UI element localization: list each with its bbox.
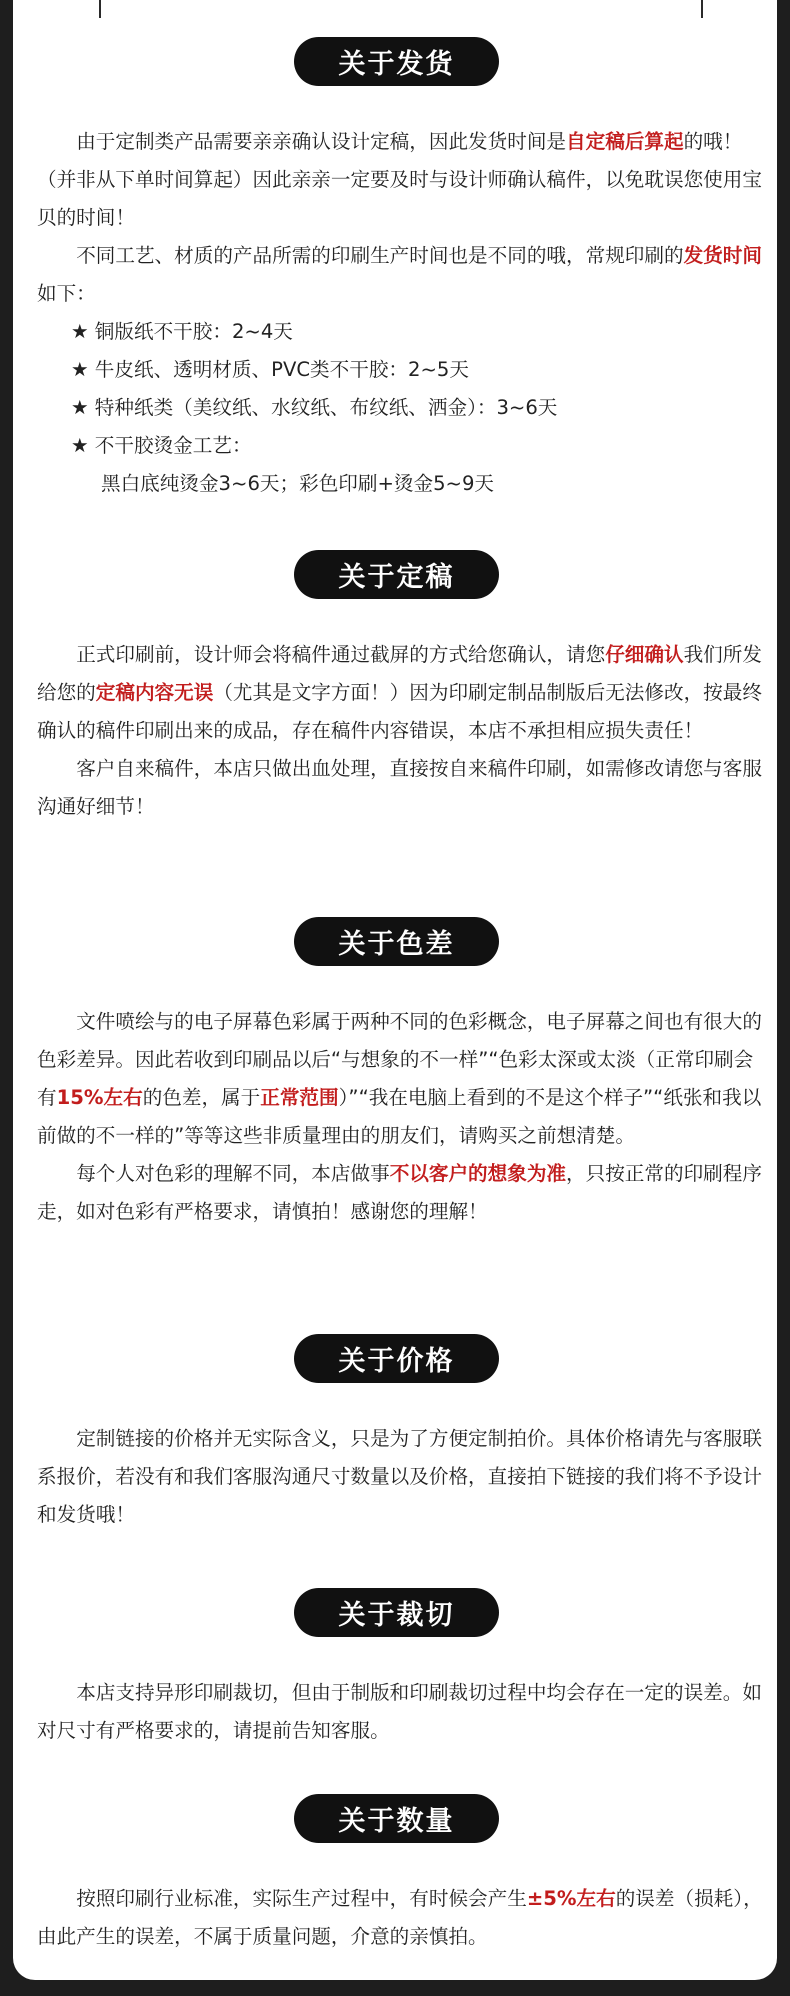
highlighted-text: 自定稿后算起 xyxy=(566,130,684,153)
color-paragraph-2 xyxy=(37,1155,767,1231)
section-body-color xyxy=(37,1003,767,1231)
paragraph-text: 文件喷绘与的电子屏幕色彩属于两种不同的色彩概念，电子屏幕之间也有很大的色彩差异。因此若收到印刷品以后“与想象的不一样”“色彩太深或太淡（正常印刷会有 xyxy=(37,1010,762,1109)
shipping-bullet-2: ★ 牛皮纸、透明材质、PVC类不干胶：2~5天 xyxy=(71,358,469,381)
paragraph-text: 正式印刷前，设计师会将稿件通过截屏的方式给您确认，请您 xyxy=(76,643,606,666)
paragraph-text: 的误差（损耗），由此产生的误差，不属于质量问题，介意的亲慎拍。 xyxy=(37,1887,763,1948)
paragraph-text: 按照印刷行业标准，实际生产过程中，有时候会产生 xyxy=(76,1887,527,1910)
highlighted-text: ±5%左右 xyxy=(526,1887,616,1910)
shipping-paragraph-1 xyxy=(37,123,767,237)
section-body-proof xyxy=(37,636,767,826)
paragraph-text: 的哦！（并非从下单时间算起）因此亲亲一定要及时与设计师确认稿件，以免耽误您使用宝贝的时间！ xyxy=(37,130,762,229)
section-title-cutting: 关于裁切 xyxy=(294,1588,499,1637)
section-title-color: 关于色差 xyxy=(294,917,499,966)
section-title-quantity: 关于数量 xyxy=(294,1794,499,1843)
highlighted-text: 仔细确认 xyxy=(605,643,684,666)
paragraph-text: 不同工艺、材质的产品所需的印刷生产时间也是不同的哦，常规印刷的 xyxy=(76,244,684,267)
decorative-line-right xyxy=(701,0,703,18)
paragraph-text: 客户自来稿件，本店只做出血处理，直接按自来稿件印刷，如需修改请您与客服沟通好细节！ xyxy=(37,757,762,818)
shipping-foil-times: 黑白底纯烫金3~6天；彩色印刷+烫金5~9天 xyxy=(101,472,495,495)
section-body-cutting xyxy=(37,1674,767,1750)
paragraph-text: 如下： xyxy=(37,282,96,305)
price-paragraph-1 xyxy=(37,1420,767,1534)
highlighted-text: 15%左右 xyxy=(56,1086,143,1109)
proof-paragraph-1 xyxy=(37,636,767,750)
color-paragraph-1 xyxy=(37,1003,767,1155)
paragraph-text: （尤其是文字方面！）因为印刷定制品制版后无法修改，按最终确认的稿件印刷出来的成品，存在稿件内容错误，本店不承担相应损失责任！ xyxy=(37,681,762,742)
paragraph-text: ）”“我在电脑上看到的不是这个样子”“纸张和我以前做的不一样的”等等这些非质量理由的朋友们，请购买之前想清楚。 xyxy=(37,1086,762,1147)
paragraph-text: 由于定制类产品需要亲亲确认设计定稿，因此发货时间是 xyxy=(76,130,567,153)
section-body-shipping xyxy=(37,123,767,503)
section-body-price xyxy=(37,1420,767,1534)
paragraph-text: 本店支持异形印刷裁切，但由于制版和印刷裁切过程中均会存在一定的误差。如对尺寸有严格要求的，请提前告知客服。 xyxy=(37,1681,762,1742)
decorative-line-left xyxy=(99,0,101,18)
section-title-shipping: 关于发货 xyxy=(294,37,499,86)
cutting-paragraph-1 xyxy=(37,1674,767,1750)
section-title-price: 关于价格 xyxy=(294,1334,499,1383)
paragraph-text: 我们所发给您的 xyxy=(37,643,762,704)
shipping-bullet-4: ★ 不干胶烫金工艺： xyxy=(71,434,252,457)
highlighted-text: 不以客户的想象为准 xyxy=(389,1162,567,1185)
quantity-paragraph-1 xyxy=(37,1880,767,1956)
paragraph-text: 每个人对色彩的理解不同，本店做事 xyxy=(76,1162,390,1185)
highlighted-text: 发货时间 xyxy=(683,244,762,267)
section-body-quantity xyxy=(37,1880,767,1956)
shipping-bullet-3: ★ 特种纸类（美纹纸、水纹纸、布纹纸、洒金）：3~6天 xyxy=(71,396,558,419)
proof-paragraph-2 xyxy=(37,750,767,826)
highlighted-text: 定稿内容无误 xyxy=(95,681,214,704)
section-title-proof: 关于定稿 xyxy=(294,550,499,599)
shipping-paragraph-2 xyxy=(37,237,767,313)
paragraph-text: ，只按正常的印刷程序走，如对色彩有严格要求，请慎拍！感谢您的理解！ xyxy=(37,1162,762,1223)
highlighted-text: 正常范围 xyxy=(260,1086,339,1109)
shipping-bullet-1: ★ 铜版纸不干胶：2~4天 xyxy=(71,320,293,343)
paragraph-text: 的色差，属于 xyxy=(142,1086,261,1109)
info-card xyxy=(13,0,777,1980)
paragraph-text: 定制链接的价格并无实际含义，只是为了方便定制拍价。具体价格请先与客服联系报价，若没有和我们客服沟通尺寸数量以及价格，直接拍下链接的我们将不予设计和发货哦！ xyxy=(37,1427,762,1526)
